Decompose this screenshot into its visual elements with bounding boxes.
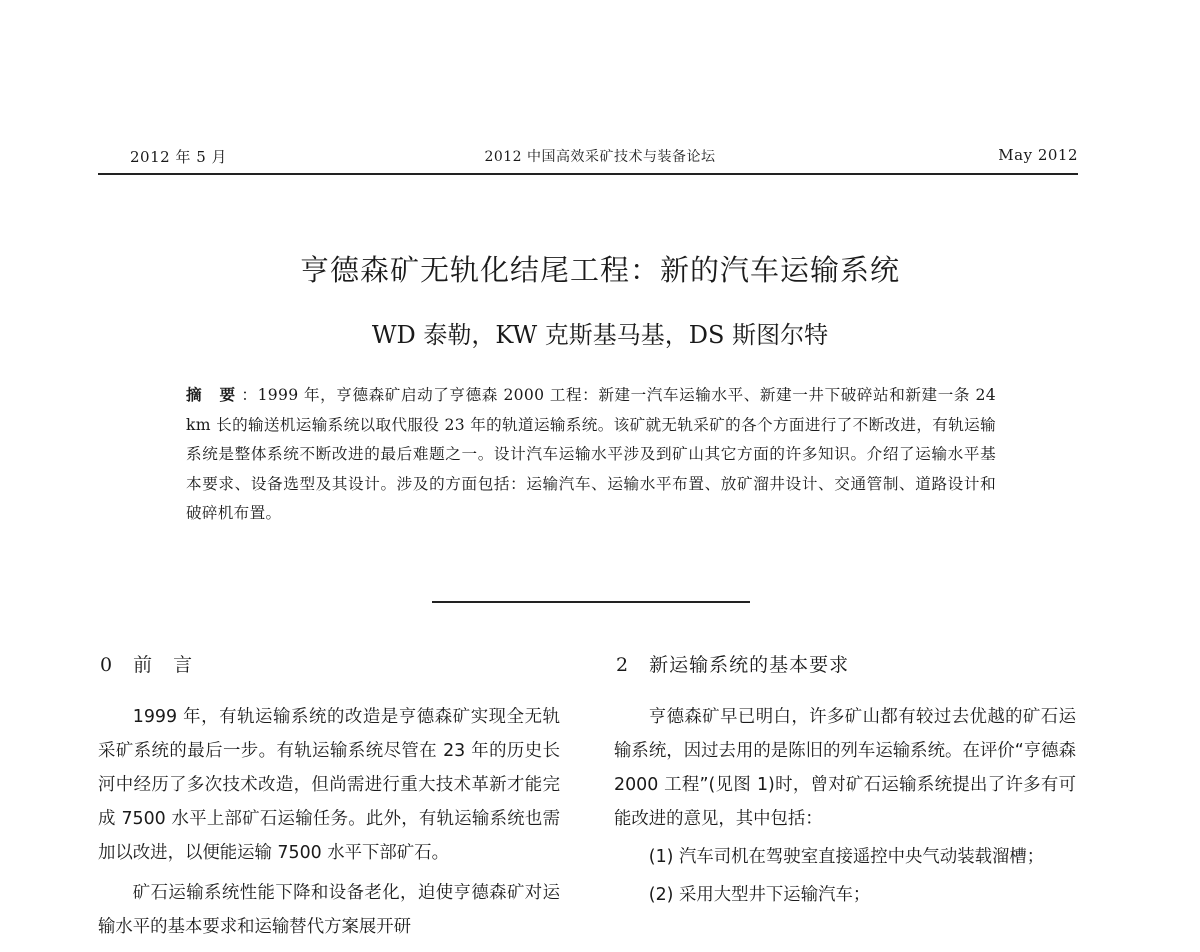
section-heading-introduction: 0 前 言: [100, 654, 194, 676]
paper-authors: WD 泰勒，KW 克斯基马基，DS 斯图尔特: [371, 321, 829, 349]
body-paragraph: 1999 年，有轨运输系统的改造是亨德森矿实现全无轨采矿系统的最后一步。有轨运输系统尽管在 23 年的历史长河中经历了多次技术改造，但尚需进行重大技术革新才能完成 7500 水平上部矿石运输任务。此外，有轨运输系统也需加以改进，以便能运输 7500 水平下部矿石。: [98, 707, 560, 863]
header-rule: [98, 173, 1078, 175]
list-item: (2) 采用大型井下运输汽车；: [648, 885, 871, 905]
abstract-label: 摘 要: [186, 385, 242, 404]
running-header-journal: 2012 中国高效采矿技术与装备论坛: [484, 149, 716, 165]
list-item: (1) 汽车司机在驾驶室直接遥控中央气动装载溜槽；: [648, 847, 1045, 867]
abstract-text: ：1999 年，亨德森矿启动了亨德森 2000 工程：新建一汽车运输水平、新建一井下破碎站和新建一条 24 km 长的输送机运输系统以取代服役 23 年的轨道运输系统。该矿就无轨采矿的各个方面进行了不断改进，有轨运输系统是整体系统不断改进的最后难题之一。设计汽车运输水平涉及到矿山其它方面的许多知识。介绍了运输水平基本要求、设备选型及其设计。涉及的方面包括：运输汽车、运输水平布置、放矿溜井设计、交通管制、道路设计和破碎机布置。: [186, 386, 996, 522]
abstract-divider: [432, 601, 750, 603]
right-column: [614, 700, 1076, 912]
body-paragraph: 亨德森矿早已明白，许多矿山都有较过去优越的矿石运输系统，因过去用的是陈旧的列车运输系统。在评价“亨德森 2000 工程”(见图 1)时，曾对矿石运输系统提出了许多有可能改进的意见，其中包括：: [614, 707, 1076, 829]
left-column: [98, 700, 560, 944]
paper-title: 亨德森矿无轨化结尾工程：新的汽车运输系统: [299, 253, 900, 287]
running-header-date-en: May 2012: [998, 146, 1078, 164]
running-header-date: 2012 年 5 月: [130, 148, 228, 166]
abstract: [186, 380, 996, 529]
section-heading-requirements: 2 新运输系统的基本要求: [616, 654, 850, 676]
body-paragraph: 矿石运输系统性能下降和设备老化，迫使亨德森矿对运输水平的基本要求和运输替代方案展开研: [98, 883, 560, 937]
